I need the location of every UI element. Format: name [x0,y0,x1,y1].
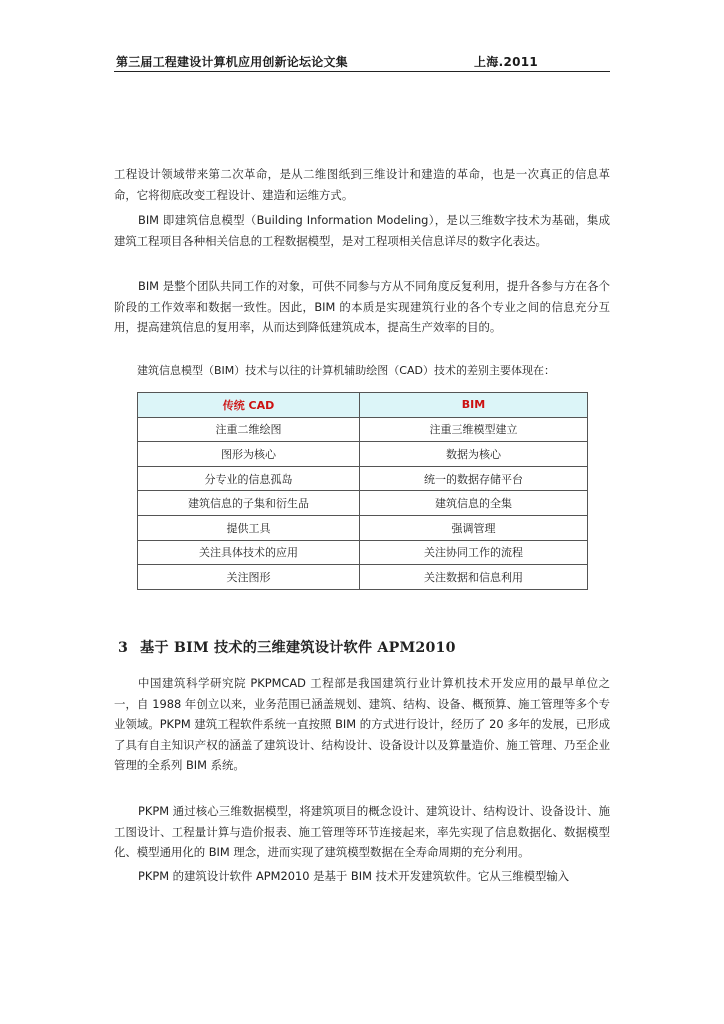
paragraph-apm2010: PKPM 的建筑设计软件 APM2010 是基于 BIM 技术开发建筑软件。它从三维模型输入 [138,869,570,883]
paragraph-pkpm-history: 中国建筑科学研究院 PKPMCAD 工程部是我国建筑行业计算机技术开发应用的最早单位之一，自 1988 年创立以来，业务范围已涵盖规划、建筑、结构、设备、概预算、施工管理等多个专业领域。PKPM 建筑工程软件系统一直按照 BIM 的方式进行设计，经历了 20 多年的发展，已形成了具有自主知识产权的涵盖了建筑设计、结构设计、设备设计以及算量造价、施工管理、乃至企业管理的全系列 BIM 系统。 [114,676,610,773]
table-row [138,565,588,590]
table-cell: 建筑信息的子集和衍生品 [138,491,360,516]
table-cell: 分专业的信息孤岛 [138,466,360,491]
section-number: 3 [118,640,129,656]
table-cell: 图形为核心 [138,442,360,467]
table-cell: 统一的数据存储平台 [360,466,588,491]
table-row [138,491,588,516]
table-cell: 关注协同工作的流程 [360,540,588,565]
section-title: 基于 BIM 技术的三维建筑设计软件 APM2010 [140,640,456,656]
table-cell: 注重三维模型建立 [360,417,588,442]
paragraph-pkpm-model: PKPM 通过核心三维数据模型，将建筑项目的概念设计、建筑设计、结构设计、设备设计、施工图设计、工程量计算与造价报表、施工管理等环节连接起来，率先实现了信息数据化、数据模型化、模型通用化的 BIM 理念，进而实现了建筑模型数据在全寿命周期的充分利用。 [114,804,610,860]
table-row [138,540,588,565]
table-row [138,515,588,540]
table-cell: 注重二维绘图 [138,417,360,442]
table-cell: 提供工具 [138,515,360,540]
place-year: 上海.2011 [474,55,539,69]
column-header-cad: 传统 CAD [138,393,360,418]
table-cell: 建筑信息的全集 [360,491,588,516]
table-cell: 关注具体技术的应用 [138,540,360,565]
table-cell: 关注图形 [138,565,360,590]
section-heading [118,637,456,657]
table-lead-text: 建筑信息模型（BIM）技术与以往的计算机辅助绘图（CAD）技术的差别主要体现在： [137,364,555,377]
table-row [138,417,588,442]
table-cell: 关注数据和信息利用 [360,565,588,590]
journal-title: 第三届工程建设计算机应用创新论坛论文集 [116,55,348,69]
table-header-row [138,393,588,418]
table-row [138,466,588,491]
comparison-table [137,392,588,590]
table-cell: 数据为核心 [360,442,588,467]
table-cell: 强调管理 [360,515,588,540]
running-header [114,52,610,72]
column-header-bim: BIM [360,393,588,418]
paragraph-intro: 工程设计领域带来第二次革命，是从二维图纸到三维设计和建造的革命，也是一次真正的信息革命，它将彻底改变工程设计、建造和运维方式。 [114,167,610,202]
paragraph-bim-essence: BIM 是整个团队共同工作的对象，可供不同参与方从不同角度反复利用，提升各参与方在各个阶段的工作效率和数据一致性。因此，BIM 的本质是实现建筑行业的各个专业之间的信息充分互用，提高建筑信息的复用率，从而达到降低建筑成本，提高生产效率的目的。 [114,279,610,335]
paragraph-bim-definition: BIM 即建筑信息模型（Building Information Modeling），是以三维数字技术为基础，集成建筑工程项目各种相关信息的工程数据模型，是对工程项相关信息详尽的数字化表达。 [114,213,610,248]
table-row [138,442,588,467]
